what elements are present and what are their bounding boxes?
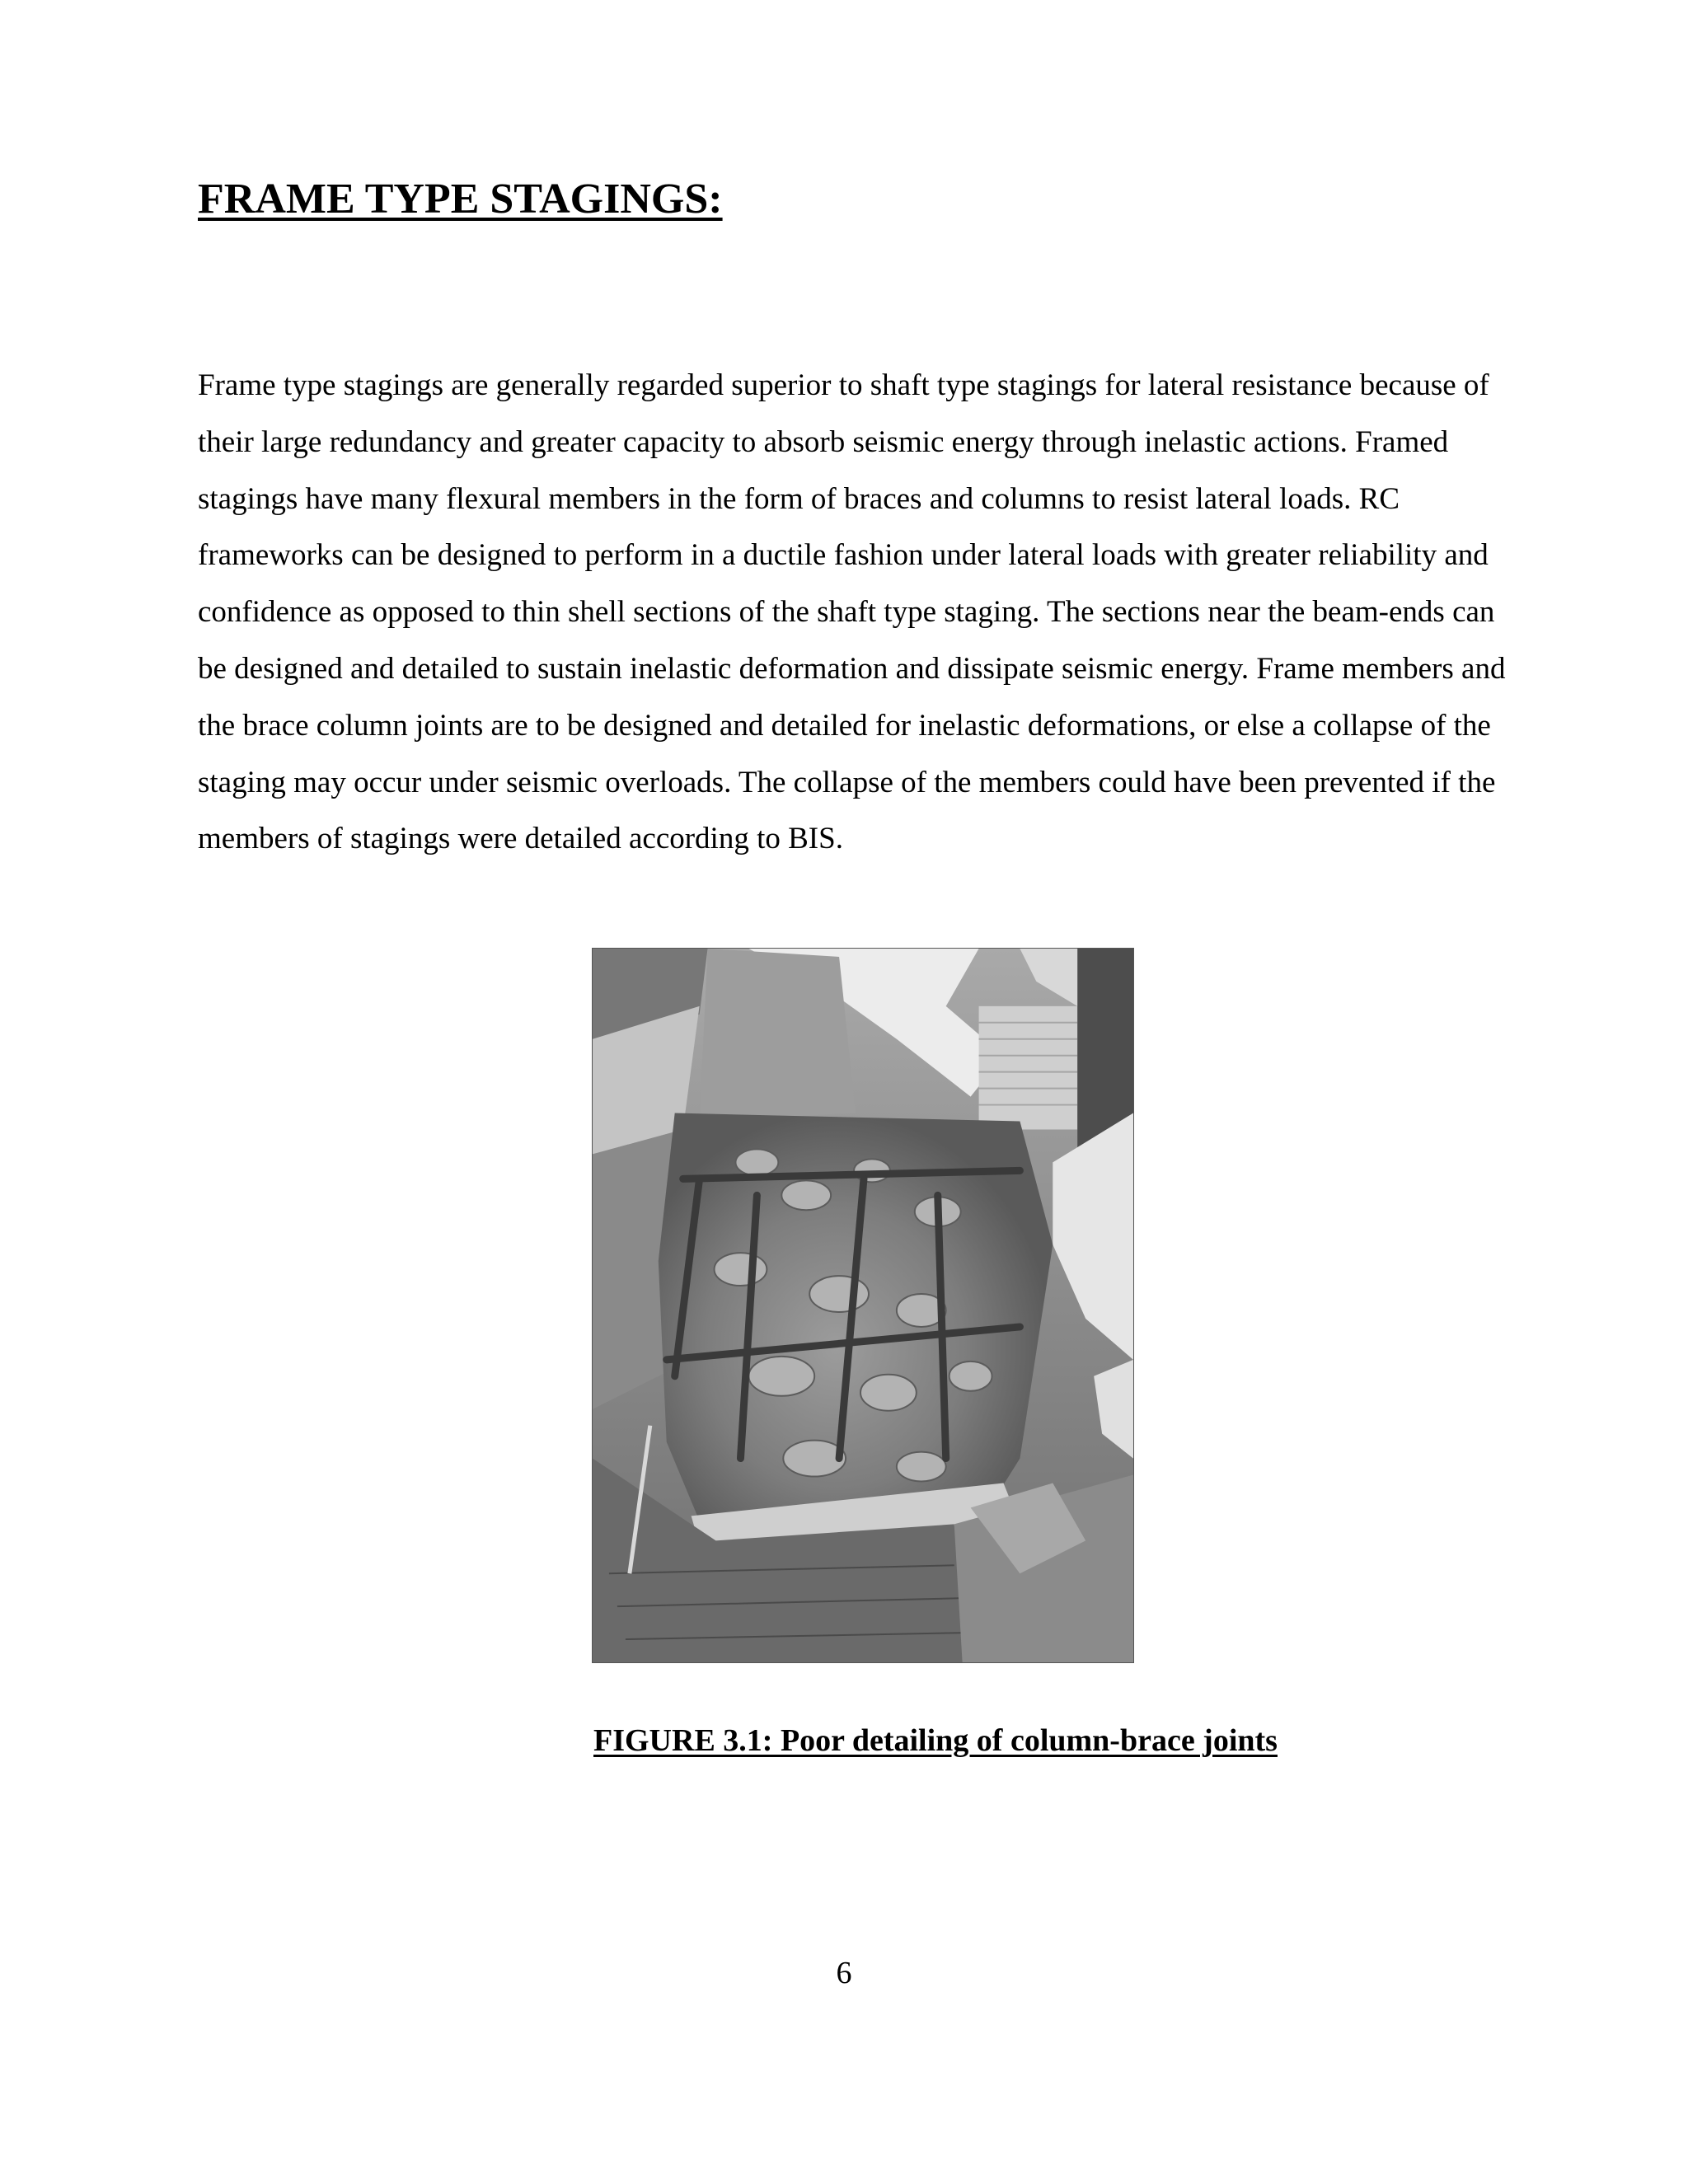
figure-photo bbox=[592, 948, 1134, 1663]
page-number: 6 bbox=[836, 1956, 852, 1990]
figure-caption: FIGURE 3.1: Poor detailing of column-brace joints bbox=[593, 1723, 1278, 1758]
page-heading: FRAME TYPE STAGINGS: bbox=[198, 176, 723, 223]
body-paragraph: Frame type stagings are generally regarded superior to shaft type stagings for lateral resistance because of their large redundancy and greater capacity to absorb seismic energy through inelastic actions. Framed stagings have many flexural members in the form of braces and columns to resist lateral loads. RC frameworks can be designed to perform in a ductile fashion under lateral loads with greater reliability and confidence as opposed to thin shell sections of the shaft type staging. The sections near the beam-ends can be designed and detailed to sustain inelastic deformation and dissipate seismic energy. Frame members and the brace column joints are to be designed and detailed for inelastic deformations, or else a collapse of the staging may occur under seismic overloads. The collapse of the members could have been prevented if the members of stagings were detailed according to BIS. bbox=[198, 368, 1506, 856]
